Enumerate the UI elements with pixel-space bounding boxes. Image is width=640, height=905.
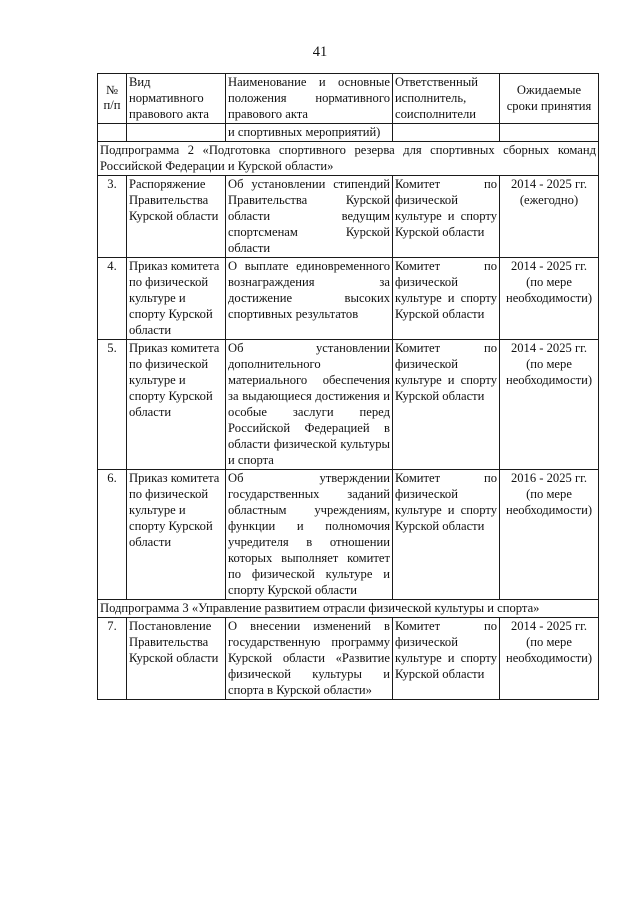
table-row	[98, 618, 599, 700]
header-num: № п/п	[98, 74, 127, 124]
row-deadline: 2014 - 2025 гг. (по мере необходимости)	[500, 618, 599, 700]
row-executor: Комитет по физической культуре и спорту Курской области	[393, 470, 500, 600]
row-type: Постановление Правительства Курской области	[127, 618, 226, 700]
subprogram-row	[98, 142, 599, 176]
row-executor: Комитет по физической культуре и спорту Курской области	[393, 176, 500, 258]
row-deadline: 2014 - 2025 гг. (по мере необходимости)	[500, 258, 599, 340]
row-title: О выплате единовременного вознаграждения за достижение высоких спортивных результатов	[226, 258, 393, 340]
row-num: 7.	[98, 618, 127, 700]
header-title: Наименование и основные положения нормативного правового акта	[226, 74, 393, 124]
header-deadline: Ожидаемые сроки принятия	[500, 74, 599, 124]
row-executor: Комитет по физической культуре и спорту Курской области	[393, 340, 500, 470]
legal-acts-table	[97, 73, 599, 700]
row-type: Приказ комитета по физической культуре и спорту Курской области	[127, 470, 226, 600]
table-row	[98, 470, 599, 600]
subprogram-row	[98, 600, 599, 618]
row-type: Приказ комитета по физической культуре и спорту Курской области	[127, 258, 226, 340]
row-num: 4.	[98, 258, 127, 340]
row-deadline: 2014 - 2025 гг. (по мере необходимости)	[500, 340, 599, 470]
continuation-text: и спортивных мероприятий)	[226, 124, 393, 142]
row-executor: Комитет по физической культуре и спорту Курской области	[393, 258, 500, 340]
subprogram-2-title: Подпрограмма 2 «Подготовка спортивного резерва для спортивных сборных команд Российской Федерации и Курской области»	[98, 142, 599, 176]
header-row	[98, 74, 599, 124]
page-number: 41	[312, 44, 328, 60]
row-title: О внесении изменений в государственную программу Курской области «Развитие физической культуры и спорта в Курской области»	[226, 618, 393, 700]
row-deadline: 2014 - 2025 гг. (ежегодно)	[500, 176, 599, 258]
row-title: Об установлении стипендий Правительства Курской области ведущим спортсменам Курской области	[226, 176, 393, 258]
row-num: 6.	[98, 470, 127, 600]
header-executor: Ответственный исполнитель, соисполнители	[393, 74, 500, 124]
row-executor: Комитет по физической культуре и спорту Курской области	[393, 618, 500, 700]
table-row	[98, 176, 599, 258]
table-row	[98, 258, 599, 340]
row-num: 5.	[98, 340, 127, 470]
row-type: Распоряжение Правительства Курской области	[127, 176, 226, 258]
header-type: Вид нормативного правового акта	[127, 74, 226, 124]
continuation-row	[98, 124, 599, 142]
row-title: Об установлении дополнительного материального обеспечения за выдающиеся достижения и особые заслуги перед Российской Федерацией в области физической культуры и спорта	[226, 340, 393, 470]
row-num: 3.	[98, 176, 127, 258]
row-type: Приказ комитета по физической культуре и спорту Курской области	[127, 340, 226, 470]
subprogram-3-title: Подпрограмма 3 «Управление развитием отрасли физической культуры и спорта»	[98, 600, 599, 618]
row-title: Об утверждении государственных заданий областным учреждениям, функции и полномочия учредителя в отношении которых выполняет комитет по физической культуре и спорту Курской области	[226, 470, 393, 600]
table-row	[98, 340, 599, 470]
row-deadline: 2016 - 2025 гг. (по мере необходимости)	[500, 470, 599, 600]
